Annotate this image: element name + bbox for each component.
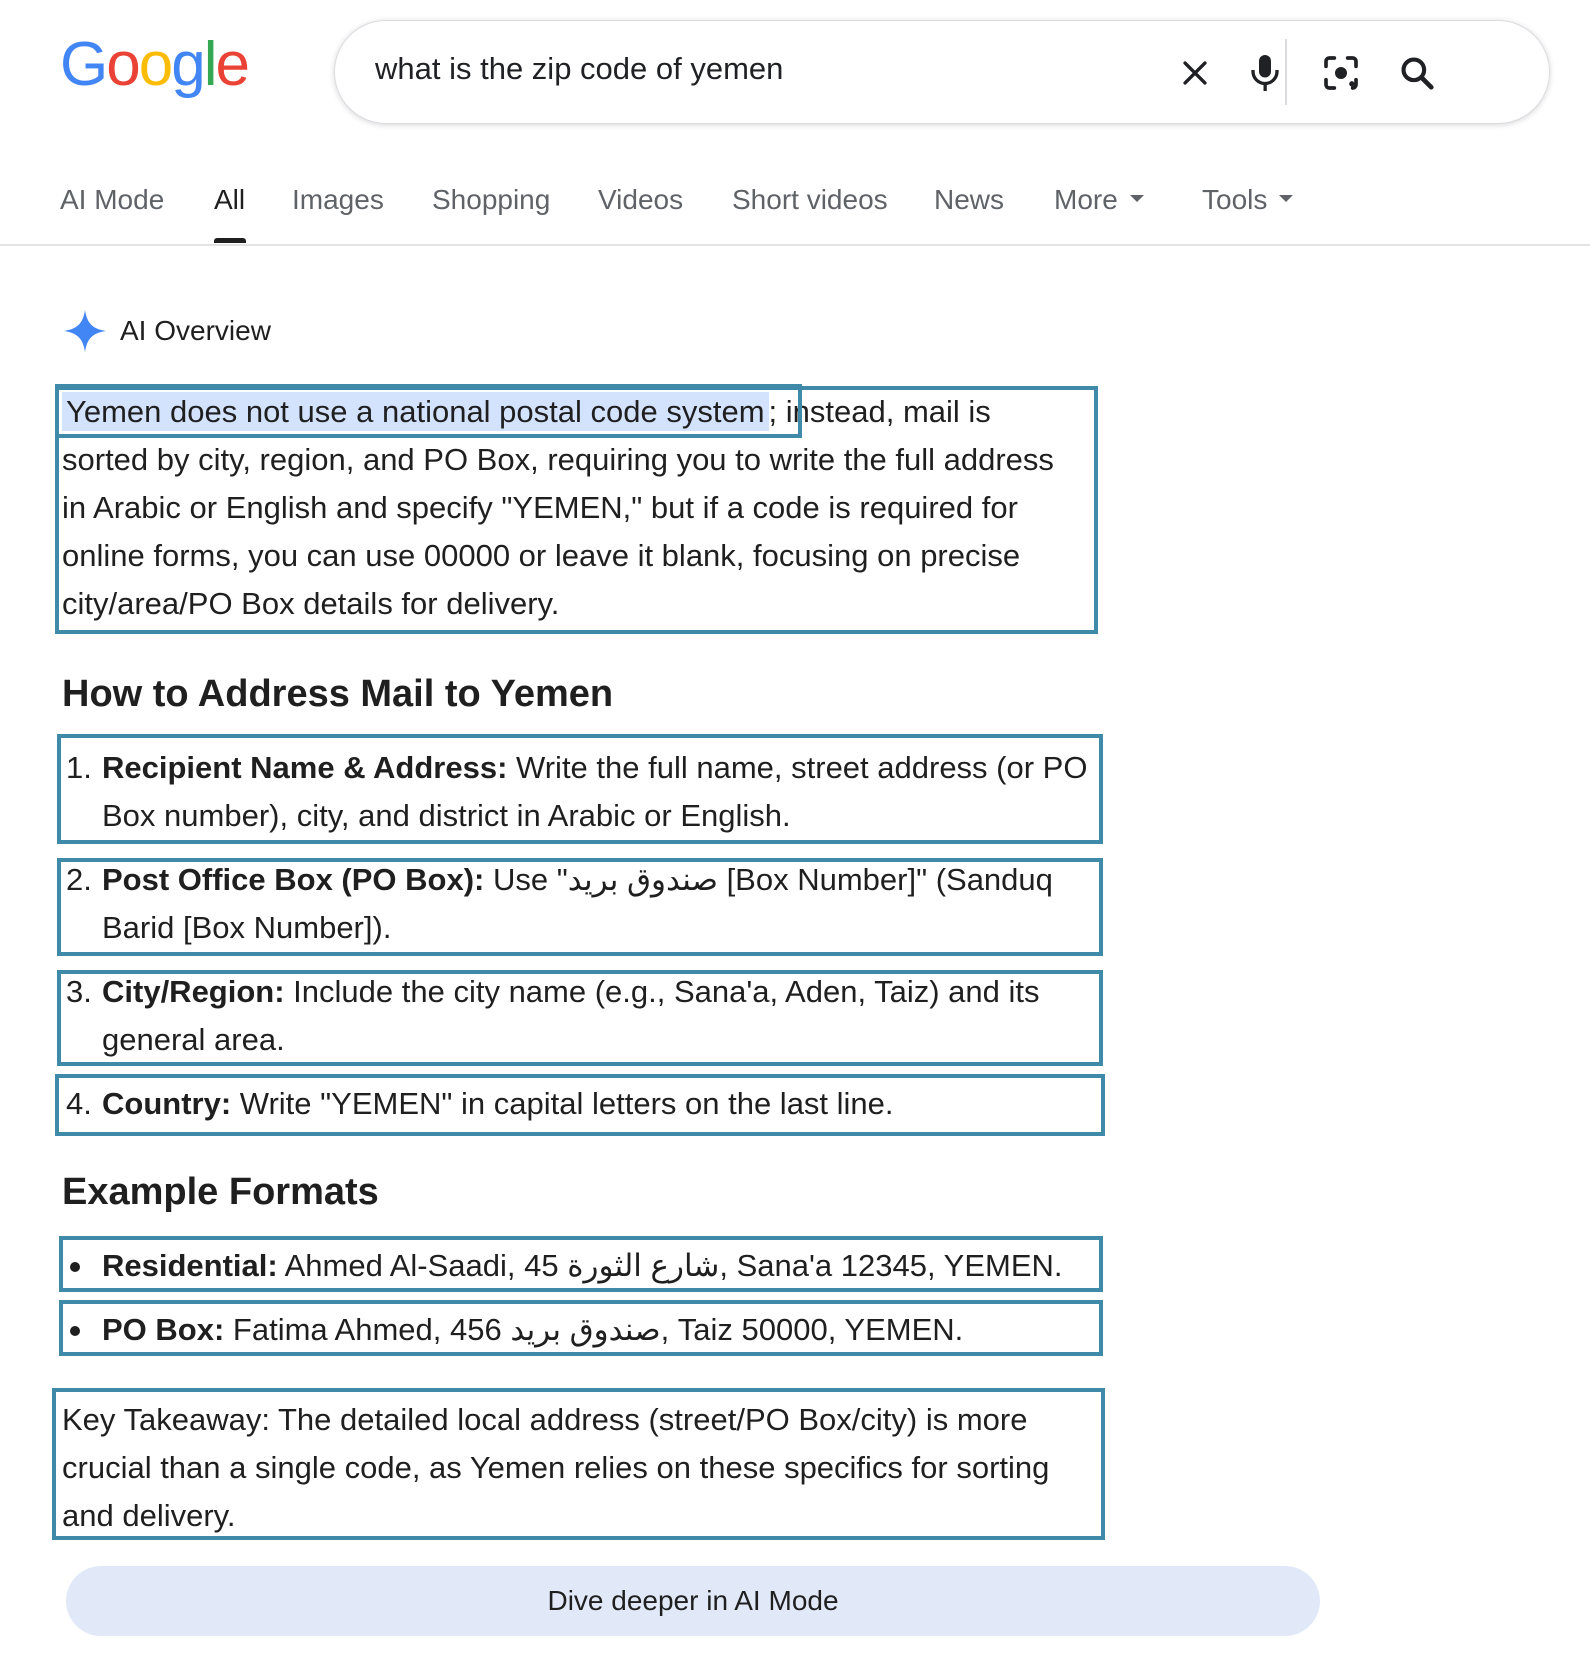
annotation-box-step-4 (55, 1074, 1105, 1136)
list-item-text: Use "صندوق بريد [Box Number]" (Sanduq (484, 862, 1053, 897)
list-item-title: Recipient Name & Address: (102, 750, 508, 785)
logo-letter: G (60, 30, 107, 99)
tab-images[interactable]: Images (292, 184, 384, 215)
intro-line: online forms, you can use 00000 or leave it blank, focusing on precise (62, 538, 1021, 573)
example-text: Fatima Ahmed, 456 صندوق بريد, Taiz 50000, YEMEN. (224, 1312, 964, 1347)
search-icon[interactable] (1391, 47, 1443, 99)
takeaway-line: and delivery. (62, 1498, 236, 1533)
logo-letter: g (171, 30, 204, 99)
annotation-box-step-3 (57, 970, 1103, 1066)
example-label: Residential: (102, 1248, 278, 1283)
tab-shopping[interactable]: Shopping (432, 184, 551, 215)
lens-icon[interactable] (1315, 47, 1367, 99)
dive-deeper-button[interactable]: Dive deeper in AI Mode (66, 1566, 1320, 1636)
list-number: 4. (66, 1086, 92, 1121)
ai-overview-header (62, 308, 271, 354)
tab-more-label: More (1054, 184, 1118, 215)
takeaway-line: crucial than a single code, as Yemen relies on these specifics for sorting (62, 1450, 1050, 1485)
list-item-text: Write the full name, street address (or PO (507, 750, 1088, 785)
intro-line: ; instead, mail is (768, 394, 991, 429)
intro-line: sorted by city, region, and PO Box, requiring you to write the full address (62, 442, 1054, 477)
list-number: 3. (66, 974, 92, 1009)
list-item-title: Post Office Box (PO Box): (102, 862, 485, 897)
tab-all[interactable]: All (214, 184, 246, 215)
tab-short-videos[interactable]: Short videos (732, 184, 888, 215)
tab-tools-label: Tools (1202, 184, 1268, 215)
logo-letter: l (203, 30, 216, 99)
list-item-text: Box number), city, and district in Arabic or English. (102, 798, 791, 833)
intro-line: city/area/PO Box details for delivery. (62, 586, 560, 621)
logo-letter: o (106, 30, 139, 99)
annotation-box-step-2 (57, 858, 1103, 956)
section-title: Example Formats (62, 1171, 379, 1213)
mic-icon[interactable] (1239, 47, 1291, 99)
tab-videos[interactable]: Videos (598, 184, 684, 215)
logo-letter: e (215, 30, 248, 99)
highlighted-claim[interactable]: Yemen does not use a national postal code system (62, 392, 769, 431)
ai-overview-label: AI Overview (120, 315, 271, 346)
logo-letter: o (138, 30, 172, 99)
annotation-box-example-1 (59, 1236, 1103, 1292)
search-tabs (0, 170, 1590, 246)
tab-news[interactable]: News (934, 184, 1005, 215)
sparkle-icon (62, 308, 108, 354)
close-icon[interactable] (1169, 47, 1221, 99)
annotation-box-example-2 (59, 1300, 1103, 1356)
list-number: 2. (66, 862, 92, 897)
list-number: 1. (66, 750, 92, 785)
search-input[interactable]: what is the zip code of yemen (375, 51, 784, 86)
chevron-down-icon (1130, 195, 1144, 202)
active-tab-indicator (214, 238, 246, 243)
section-title: How to Address Mail to Yemen (62, 673, 614, 715)
example-text: Ahmed Al-Saadi, 45 شارع الثورة, Sana'a 12345, YEMEN. (277, 1248, 1063, 1283)
list-item-title: City/Region: (102, 974, 285, 1009)
takeaway-line: Key Takeaway: The detailed local address (street/PO Box/city) is more (62, 1402, 1028, 1437)
intro-line: in Arabic or English and specify "YEMEN," but if a code is required for (62, 490, 1018, 525)
list-item-text: general area. (102, 1022, 285, 1057)
annotation-box-intro (55, 386, 1098, 634)
chevron-down-icon (1279, 195, 1293, 202)
google-logo[interactable] (60, 30, 248, 100)
tab-ai-mode[interactable]: AI Mode (60, 184, 165, 215)
annotation-box-step-1 (57, 734, 1103, 844)
list-item-title: Country: (102, 1086, 232, 1121)
search-box[interactable] (334, 20, 1550, 124)
tab-tools[interactable] (1202, 184, 1293, 216)
annotation-box-takeaway (52, 1388, 1105, 1540)
tab-more[interactable] (1054, 184, 1144, 216)
list-item-text: Barid [Box Number]). (102, 910, 392, 945)
list-item-text: Include the city name (e.g., Sana'a, Aden, Taiz) and its (284, 974, 1040, 1009)
example-label: PO Box: (102, 1312, 225, 1347)
list-item-text: Write "YEMEN" in capital letters on the last line. (231, 1086, 894, 1121)
